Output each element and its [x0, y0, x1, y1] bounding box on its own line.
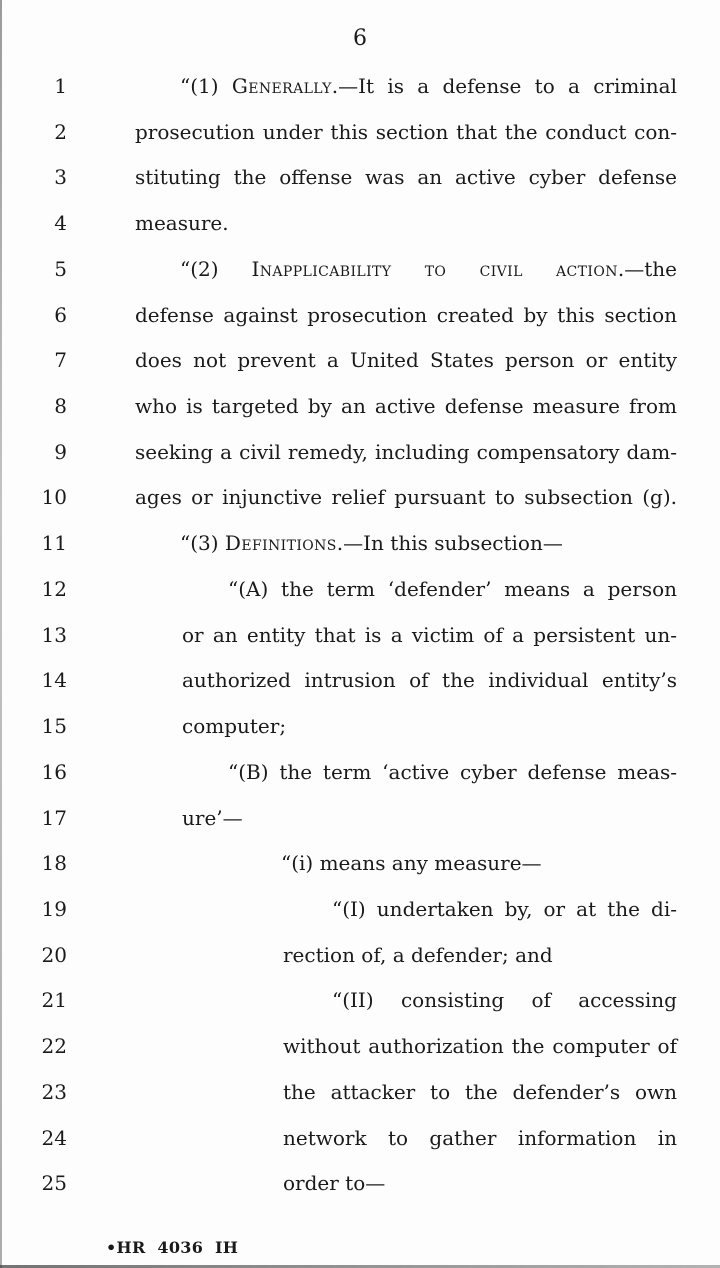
line-number: 20: [41, 942, 67, 967]
bill-line-25: [0, 1161, 720, 1207]
line-number: 3: [54, 165, 67, 190]
bill-line-5: [0, 247, 720, 293]
line-text: without authorization the computer of: [283, 1034, 677, 1059]
line-number: 19: [41, 896, 67, 921]
line-number: 12: [41, 576, 67, 601]
line-number: 13: [41, 622, 67, 647]
line-text: prosecution under this section that the conduct con-: [135, 119, 677, 144]
line-number: 18: [41, 851, 67, 876]
line-number: 21: [41, 988, 67, 1013]
line-text: [180, 521, 677, 567]
bill-line-16: [0, 750, 720, 796]
bill-line-17: [0, 796, 720, 842]
line-text: [180, 247, 677, 293]
line-text: “(II) consisting of accessing: [332, 988, 677, 1013]
line-text-segment: “(2): [180, 256, 252, 281]
line-number: 17: [41, 805, 67, 830]
bill-line-12: [0, 567, 720, 613]
line-number: 2: [54, 119, 67, 144]
small-caps-heading: Inapplicability to civil action: [251, 256, 618, 281]
line-number: 1: [54, 74, 67, 98]
line-text: network to gather information in: [283, 1125, 677, 1150]
bill-line-8: [0, 384, 720, 430]
line-text: order to—: [283, 1171, 386, 1196]
bill-line-10: [0, 475, 720, 521]
line-text-segment: .—In this subsection—: [336, 531, 563, 556]
line-text-segment: .—It is a defense to a criminal: [331, 74, 677, 98]
line-text: “(i) means any measure—: [281, 851, 542, 876]
line-text: authorized intrusion of the individual entity’s: [182, 668, 677, 693]
bill-line-7: [0, 338, 720, 384]
small-caps-heading: Generally: [231, 74, 332, 98]
line-text: ure’—: [182, 805, 243, 830]
bill-line-9: [0, 430, 720, 476]
line-number: 23: [41, 1079, 67, 1104]
line-number: 10: [41, 485, 67, 510]
line-text: [180, 64, 677, 110]
line-number: 9: [54, 439, 67, 464]
line-text: “(I) undertaken by, or at the di-: [332, 896, 677, 921]
bill-footer-slug: •HR 4036 IH: [106, 1238, 239, 1257]
bill-text-body: [0, 64, 720, 1207]
line-text: “(A) the term ‘defender’ means a person: [228, 576, 677, 601]
small-caps-heading: Definitions: [224, 531, 337, 556]
line-number: 4: [54, 211, 67, 236]
line-text: the attacker to the defender’s own: [283, 1079, 677, 1104]
line-text: rection of, a defender; and: [283, 942, 553, 967]
line-text: computer;: [182, 714, 287, 739]
bill-line-14: [0, 658, 720, 704]
bill-line-4: [0, 201, 720, 247]
line-number: 16: [41, 759, 67, 784]
line-text-segment: “(3): [180, 531, 225, 556]
line-text: measure.: [135, 211, 229, 236]
bill-line-6: [0, 293, 720, 339]
bill-line-13: [0, 613, 720, 659]
line-text: who is targeted by an active defense measure from: [135, 394, 677, 419]
page-number: 6: [353, 26, 367, 51]
line-number: 5: [54, 256, 67, 281]
line-number: 25: [41, 1171, 67, 1196]
line-number: 14: [41, 668, 67, 693]
line-number: 22: [41, 1034, 67, 1059]
line-text-segment: “(1): [180, 74, 232, 98]
bill-line-24: [0, 1116, 720, 1162]
line-text: ages or injunctive relief pursuant to subsection (g).: [135, 485, 677, 510]
line-text: stituting the offense was an active cyber defense: [135, 165, 677, 190]
bill-line-11: [0, 521, 720, 567]
bill-line-19: [0, 887, 720, 933]
line-number: 24: [41, 1125, 67, 1150]
line-number: 11: [41, 531, 67, 556]
bill-line-20: [0, 933, 720, 979]
bill-line-18: [0, 841, 720, 887]
bill-line-2: [0, 110, 720, 156]
line-text: “(B) the term ‘active cyber defense meas-: [228, 759, 677, 784]
bill-line-15: [0, 704, 720, 750]
line-number: 7: [54, 348, 67, 373]
bill-line-23: [0, 1070, 720, 1116]
line-number: 15: [41, 714, 67, 739]
line-text: or an entity that is a victim of a persistent un-: [182, 622, 677, 647]
line-text: defense against prosecution created by this section: [135, 302, 677, 327]
line-number: 6: [54, 302, 67, 327]
bill-line-3: [0, 155, 720, 201]
bill-line-21: [0, 978, 720, 1024]
line-text: does not prevent a United States person or entity: [135, 348, 677, 373]
line-text: seeking a civil remedy, including compensatory dam-: [135, 439, 677, 464]
line-text-segment: .—the: [617, 256, 677, 281]
bill-line-22: [0, 1024, 720, 1070]
line-number: 8: [54, 394, 67, 419]
bill-line-1: [0, 64, 720, 110]
